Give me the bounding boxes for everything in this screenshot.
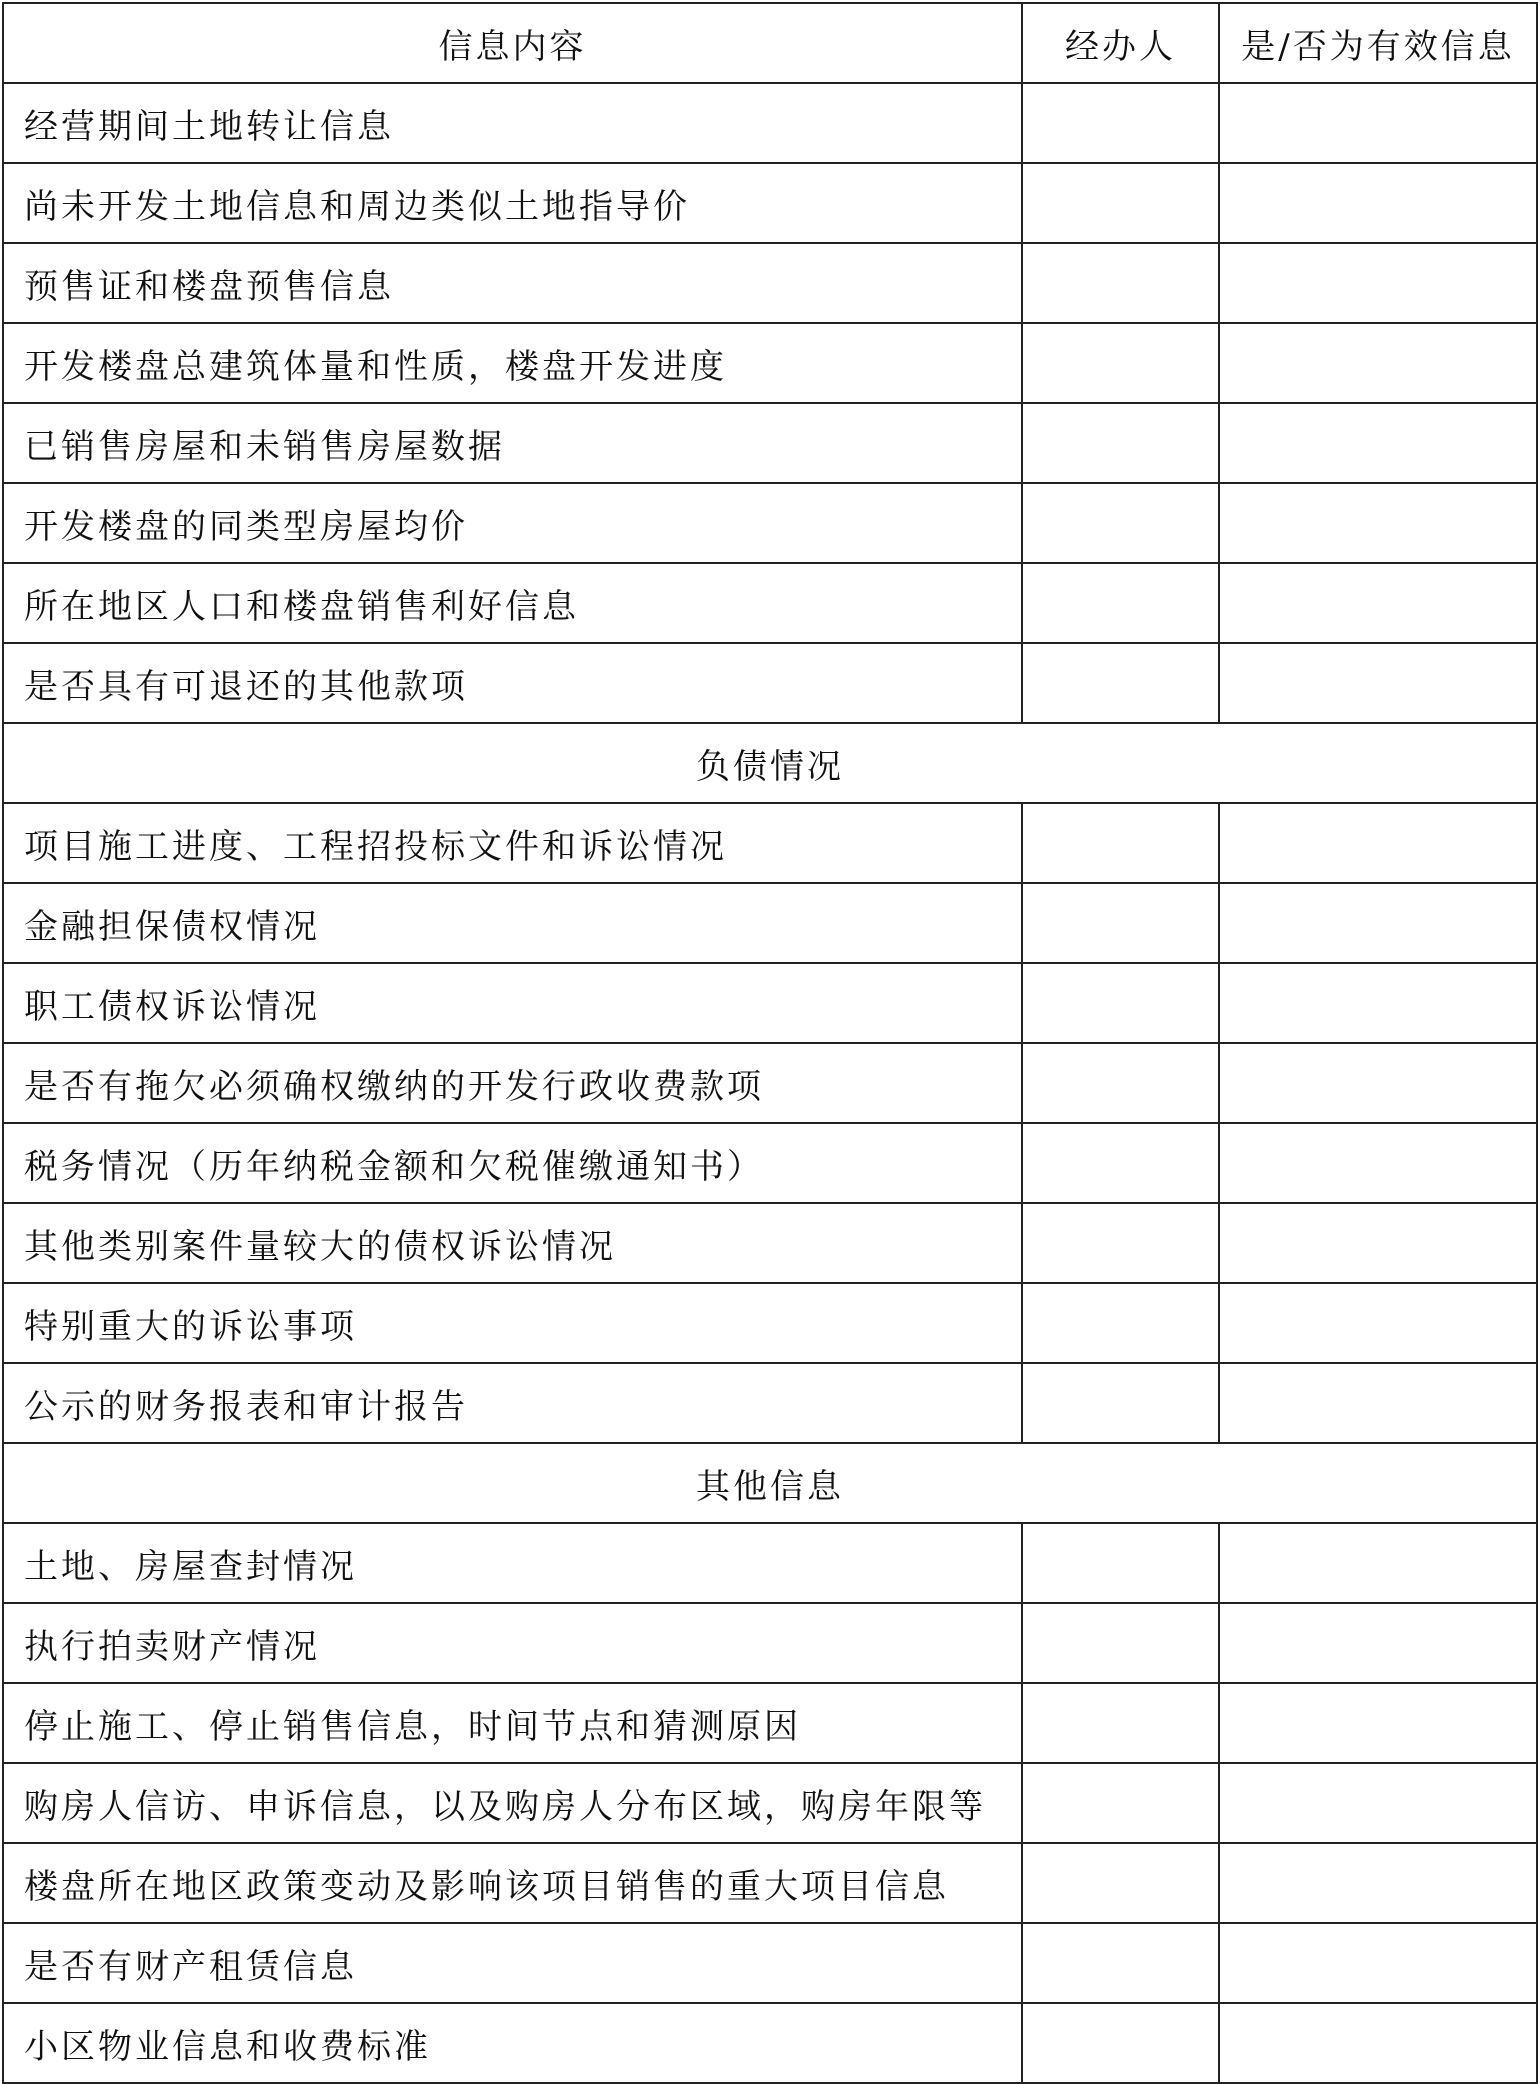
section-header-row [3,723,1537,803]
is-valid-cell[interactable] [1219,1363,1537,1443]
is-valid-cell[interactable] [1219,643,1537,723]
table-row [3,1203,1537,1283]
handler-cell[interactable] [1022,1523,1219,1603]
table-row [3,2003,1537,2083]
info-checklist-table [2,2,1538,2084]
info-item-text: 停止施工、停止销售信息，时间节点和猜测原因 [3,1683,1022,1763]
is-valid-cell[interactable] [1219,1123,1537,1203]
info-item-text: 是否具有可退还的其他款项 [3,643,1022,723]
is-valid-cell[interactable] [1219,1523,1537,1603]
section-header-row [3,1443,1537,1523]
table-row [3,1603,1537,1683]
info-item-text: 尚未开发土地信息和周边类似土地指导价 [3,163,1022,243]
handler-cell[interactable] [1022,1843,1219,1923]
table-row [3,883,1537,963]
is-valid-cell[interactable] [1219,323,1537,403]
table-body [3,3,1537,2083]
is-valid-cell[interactable] [1219,403,1537,483]
is-valid-cell[interactable] [1219,803,1537,883]
handler-cell[interactable] [1022,1363,1219,1443]
table-row [3,163,1537,243]
is-valid-cell[interactable] [1219,883,1537,963]
table-row [3,1123,1537,1203]
info-item-text: 楼盘所在地区政策变动及影响该项目销售的重大项目信息 [3,1843,1022,1923]
is-valid-cell[interactable] [1219,563,1537,643]
info-item-text: 是否有财产租赁信息 [3,1923,1022,2003]
header-is-valid: 是/否为有效信息 [1219,3,1537,83]
handler-cell[interactable] [1022,1763,1219,1843]
handler-cell[interactable] [1022,643,1219,723]
info-item-text: 已销售房屋和未销售房屋数据 [3,403,1022,483]
handler-cell[interactable] [1022,883,1219,963]
info-item-text: 购房人信访、申诉信息，以及购房人分布区域，购房年限等 [3,1763,1022,1843]
table-row [3,1683,1537,1763]
is-valid-cell[interactable] [1219,1843,1537,1923]
is-valid-cell[interactable] [1219,1683,1537,1763]
table-row [3,83,1537,163]
handler-cell[interactable] [1022,563,1219,643]
table-row [3,803,1537,883]
table-header-row [3,3,1537,83]
info-item-text: 项目施工进度、工程招投标文件和诉讼情况 [3,803,1022,883]
handler-cell[interactable] [1022,163,1219,243]
info-item-text: 开发楼盘的同类型房屋均价 [3,483,1022,563]
table-row [3,1283,1537,1363]
is-valid-cell[interactable] [1219,83,1537,163]
info-item-text: 执行拍卖财产情况 [3,1603,1022,1683]
table-row [3,243,1537,323]
handler-cell[interactable] [1022,243,1219,323]
info-item-text: 土地、房屋查封情况 [3,1523,1022,1603]
is-valid-cell[interactable] [1219,963,1537,1043]
handler-cell[interactable] [1022,2003,1219,2083]
handler-cell[interactable] [1022,1203,1219,1283]
info-item-text: 经营期间土地转让信息 [3,83,1022,163]
info-item-text: 职工债权诉讼情况 [3,963,1022,1043]
handler-cell[interactable] [1022,1283,1219,1363]
handler-cell[interactable] [1022,83,1219,163]
handler-cell[interactable] [1022,323,1219,403]
section-title: 其他信息 [3,1443,1537,1523]
header-info-content: 信息内容 [3,3,1022,83]
table-row [3,563,1537,643]
info-item-text: 所在地区人口和楼盘销售利好信息 [3,563,1022,643]
handler-cell[interactable] [1022,1043,1219,1123]
is-valid-cell[interactable] [1219,1923,1537,2003]
handler-cell[interactable] [1022,403,1219,483]
is-valid-cell[interactable] [1219,163,1537,243]
table-row [3,643,1537,723]
table-row [3,1923,1537,2003]
info-item-text: 金融担保债权情况 [3,883,1022,963]
info-item-text: 小区物业信息和收费标准 [3,2003,1022,2083]
section-title: 负债情况 [3,723,1537,803]
table-row [3,1043,1537,1123]
is-valid-cell[interactable] [1219,1603,1537,1683]
info-item-text: 税务情况（历年纳税金额和欠税催缴通知书） [3,1123,1022,1203]
handler-cell[interactable] [1022,1683,1219,1763]
table-row [3,403,1537,483]
is-valid-cell[interactable] [1219,2003,1537,2083]
handler-cell[interactable] [1022,1923,1219,2003]
is-valid-cell[interactable] [1219,483,1537,563]
handler-cell[interactable] [1022,483,1219,563]
table-row [3,1523,1537,1603]
handler-cell[interactable] [1022,803,1219,883]
table-row [3,323,1537,403]
is-valid-cell[interactable] [1219,1763,1537,1843]
info-item-text: 公示的财务报表和审计报告 [3,1363,1022,1443]
header-handler: 经办人 [1022,3,1219,83]
is-valid-cell[interactable] [1219,1283,1537,1363]
handler-cell[interactable] [1022,963,1219,1043]
table-row [3,1763,1537,1843]
handler-cell[interactable] [1022,1603,1219,1683]
table-row [3,1363,1537,1443]
table-row [3,483,1537,563]
table-row [3,963,1537,1043]
info-item-text: 是否有拖欠必须确权缴纳的开发行政收费款项 [3,1043,1022,1123]
is-valid-cell[interactable] [1219,243,1537,323]
info-item-text: 其他类别案件量较大的债权诉讼情况 [3,1203,1022,1283]
info-item-text: 特别重大的诉讼事项 [3,1283,1022,1363]
table-row [3,1843,1537,1923]
info-item-text: 预售证和楼盘预售信息 [3,243,1022,323]
is-valid-cell[interactable] [1219,1203,1537,1283]
handler-cell[interactable] [1022,1123,1219,1203]
is-valid-cell[interactable] [1219,1043,1537,1123]
info-item-text: 开发楼盘总建筑体量和性质，楼盘开发进度 [3,323,1022,403]
